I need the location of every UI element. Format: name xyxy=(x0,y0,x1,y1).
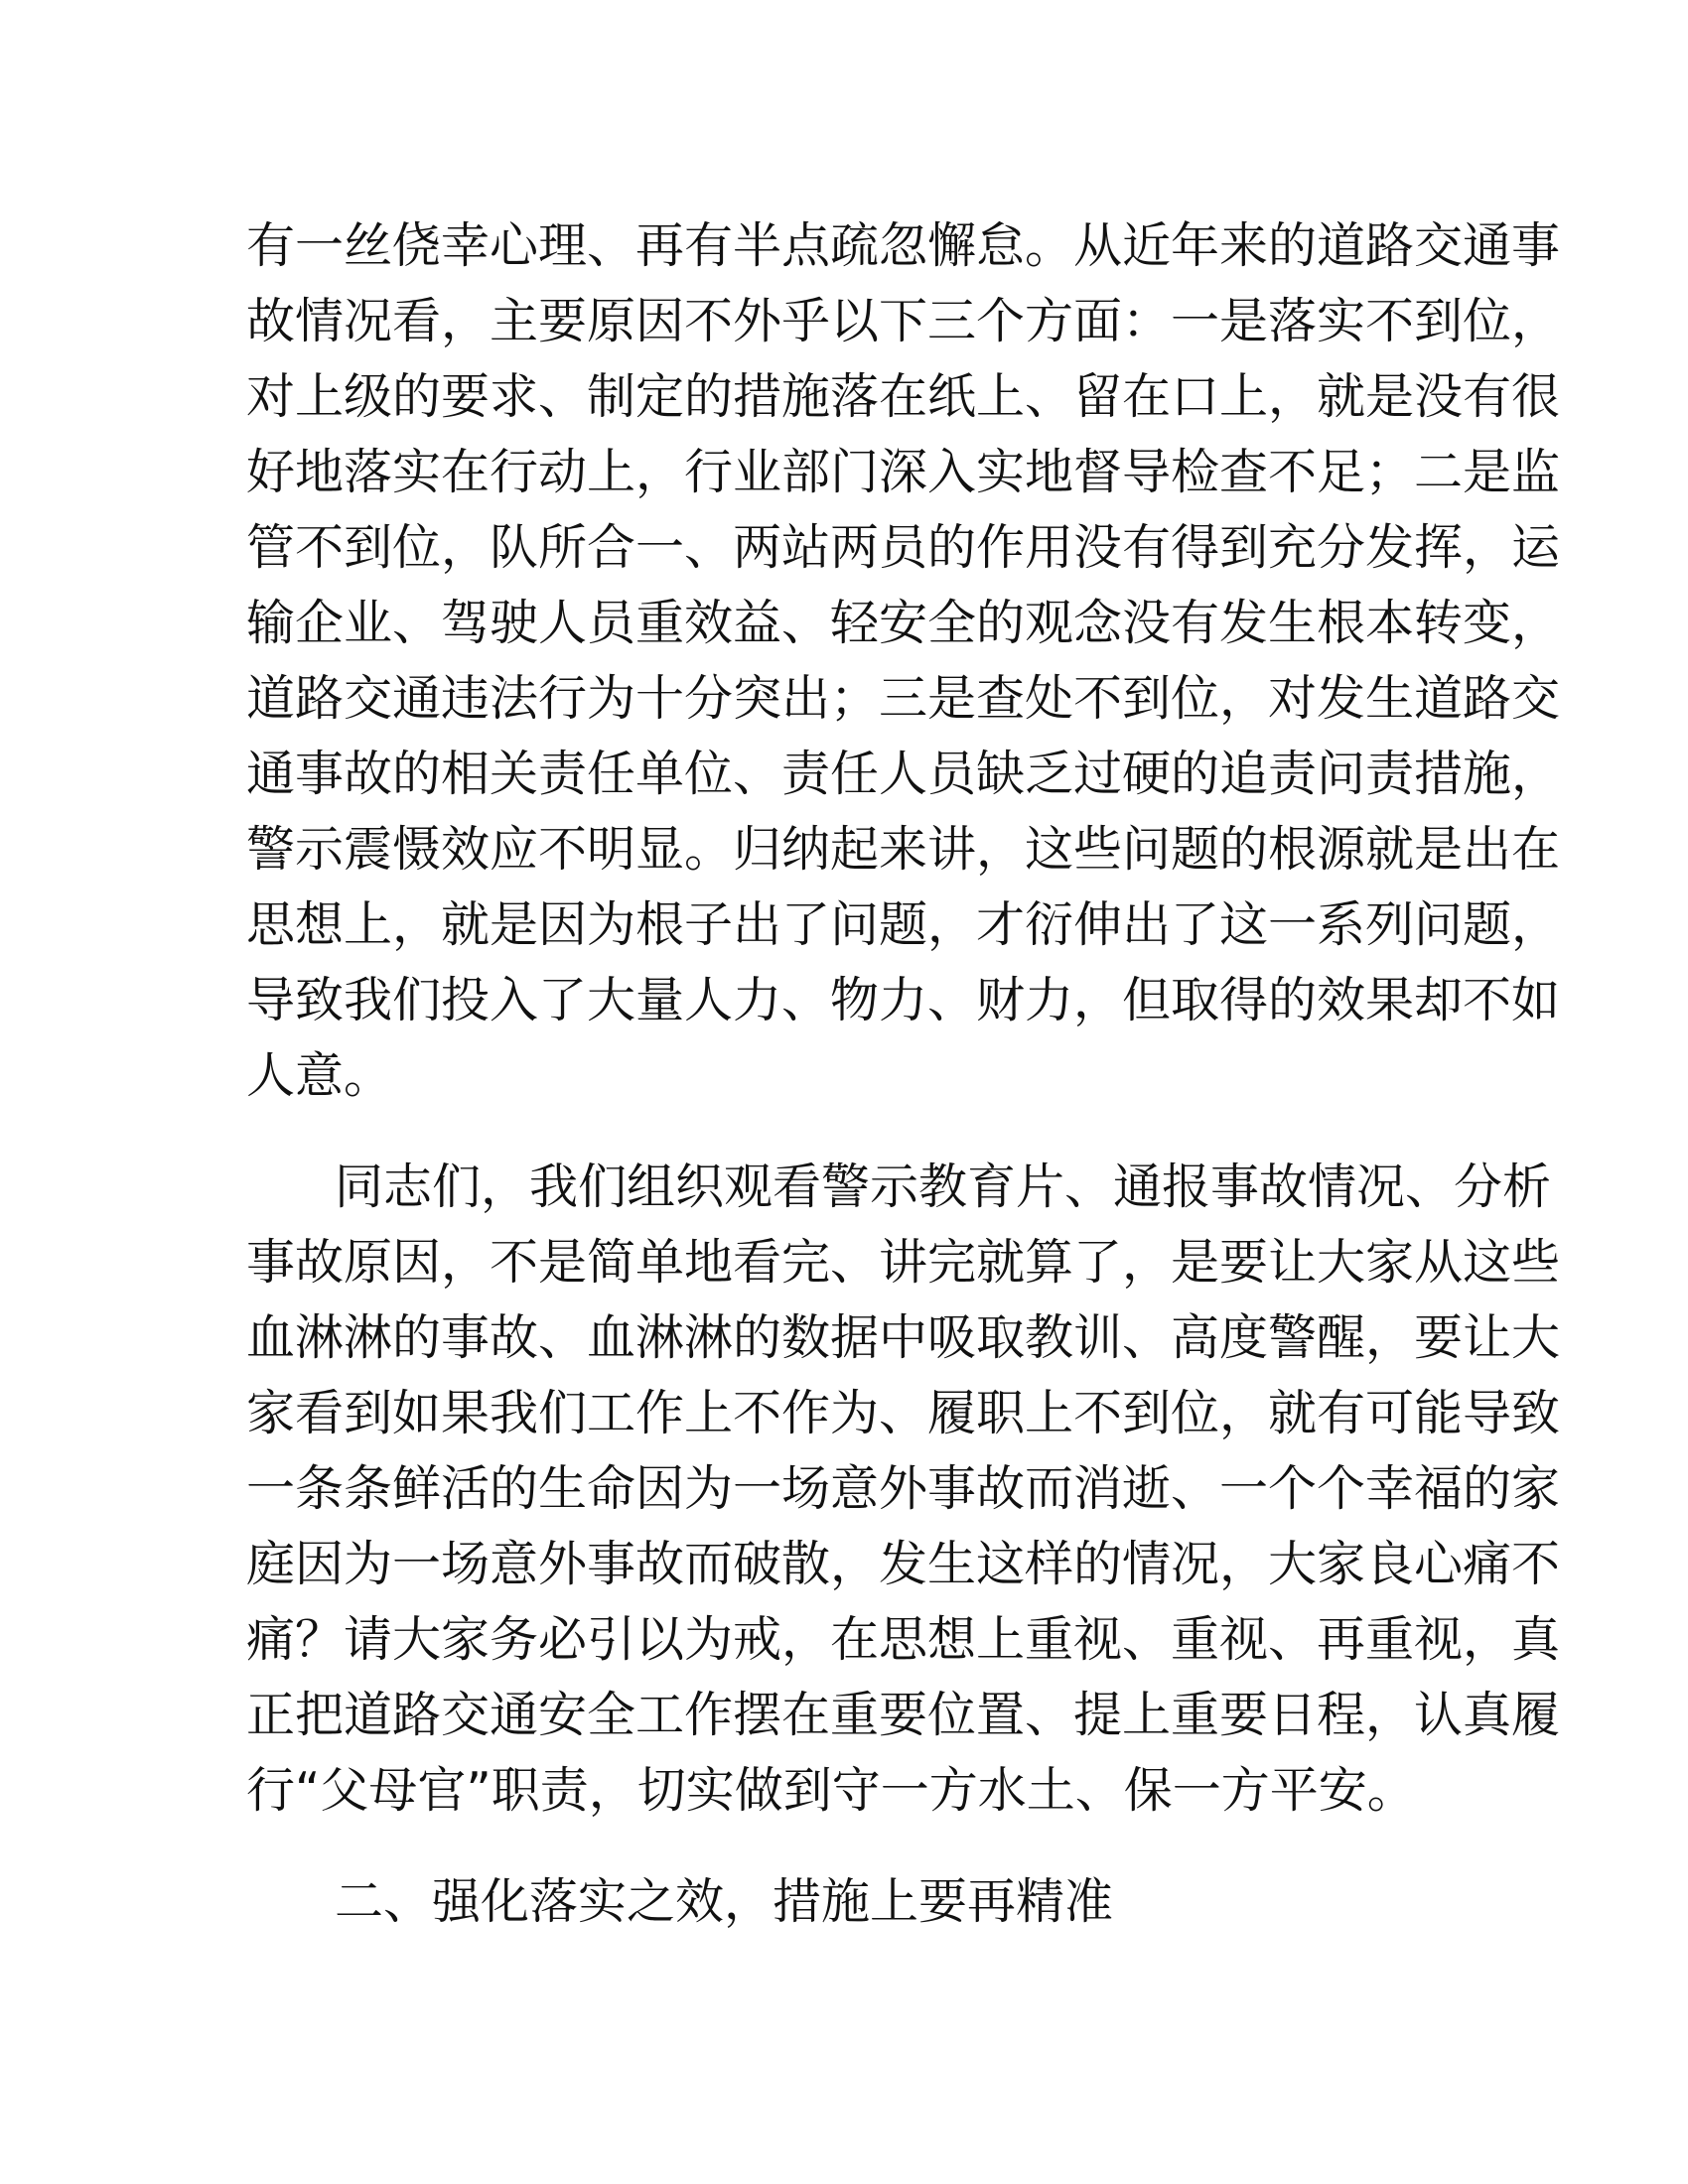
text-line: 血淋淋的事故、血淋淋的数据中吸取教训、高度警醒，要让大 xyxy=(246,1309,1561,1366)
text-line: 输企业、驾驶人员重效益、轻安全的观念没有发生根本转变， xyxy=(246,595,1561,651)
text-line: 正把道路交通安全工作摆在重要位置、提上重要日程，认真履 xyxy=(246,1687,1561,1743)
text-line: 痛？请大家务必引以为戒，在思想上重视、重视、再重视，真 xyxy=(246,1611,1561,1668)
text-line: 好地落实在行动上，行业部门深入实地督导检查不足；二是监 xyxy=(246,444,1561,500)
text-line: 有一丝侥幸心理、再有半点疏忽懈怠。从近年来的道路交通事 xyxy=(246,217,1561,274)
text-line: 故情况看，主要原因不外乎以下三个方面：一是落实不到位， xyxy=(246,293,1561,349)
text-line: 一条条鲜活的生命因为一场意外事故而消逝、一个个幸福的家 xyxy=(246,1460,1561,1517)
text-line: 庭因为一场意外事故而破散，发生这样的情况，大家良心痛不 xyxy=(246,1536,1561,1592)
text-line: 导致我们投入了大量人力、物力、财力，但取得的效果却不如 xyxy=(246,972,1561,1028)
text-line: 管不到位，队所合一、两站两员的作用没有得到充分发挥，运 xyxy=(246,519,1561,576)
text-line: 道路交通违法行为十分突出；三是查处不到位，对发生道路交 xyxy=(246,670,1561,727)
paragraph-first-line: 同志们，我们组织观看警示教育片、通报事故情况、分析 xyxy=(335,1159,1552,1215)
text-line: 思想上，就是因为根子出了问题，才衍伸出了这一系列问题， xyxy=(246,896,1561,953)
text-line: 通事故的相关责任单位、责任人员缺乏过硬的追责问责措施， xyxy=(246,746,1561,802)
text-line: 事故原因，不是简单地看完、讲完就算了，是要让大家从这些 xyxy=(246,1234,1561,1291)
text-line: 行“父母官”职责，切实做到守一方水土、保一方平安。 xyxy=(246,1762,1416,1819)
text-line: 人意。 xyxy=(246,1047,393,1104)
text-line: 家看到如果我们工作上不作为、履职上不到位，就有可能导致 xyxy=(246,1385,1561,1441)
text-line: 对上级的要求、制定的措施落在纸上、留在口上，就是没有很 xyxy=(246,368,1561,425)
section-heading: 二、强化落实之效，措施上要再精准 xyxy=(335,1873,1114,1930)
text-line: 警示震慑效应不明显。归纳起来讲，这些问题的根源就是出在 xyxy=(246,821,1561,878)
